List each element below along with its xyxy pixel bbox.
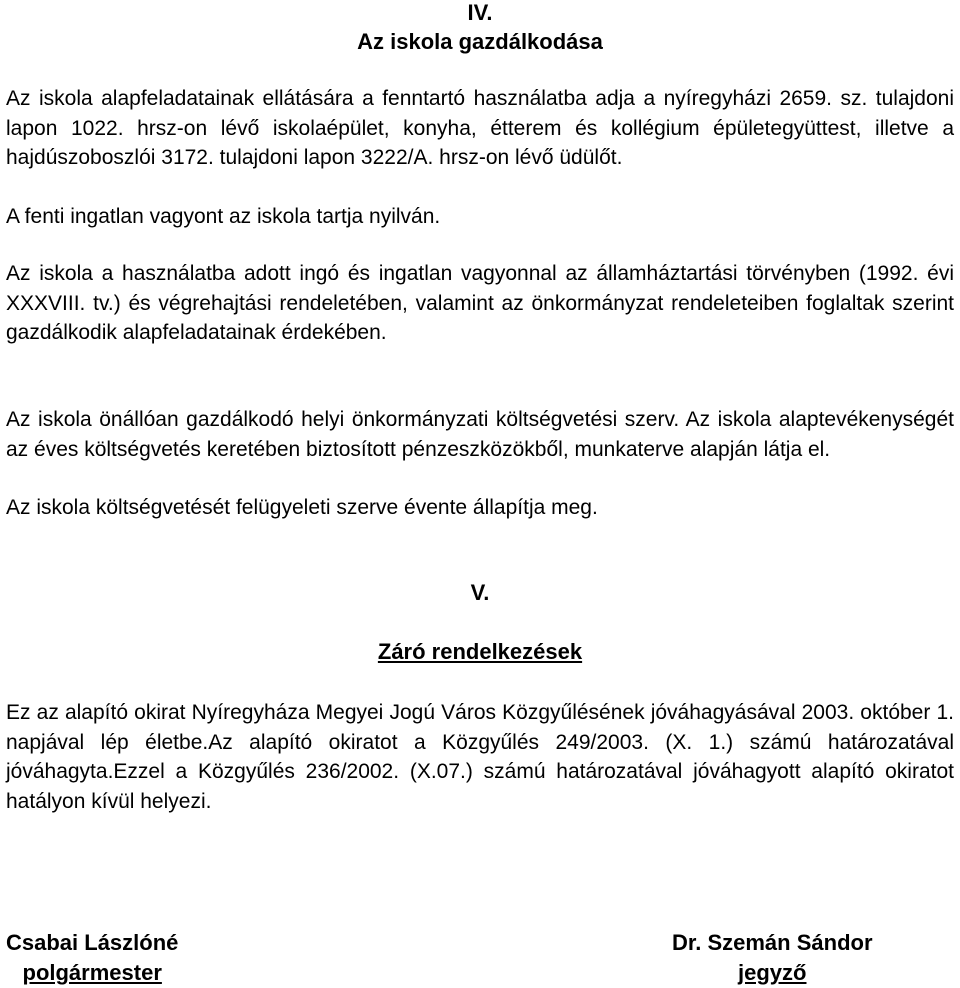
signatory-name-right: Dr. Szemán Sándor (672, 930, 873, 955)
paragraph-property-register: A fenti ingatlan vagyont az iskola tartja nyilván. (6, 205, 441, 228)
section-title-zaro-text: Záró rendelkezések (377, 639, 583, 664)
paragraph-budget-organ: Az iskola önállóan gazdálkodó helyi önkormányzati költségvetési szerv. Az iskola alaptevékenységét az éves költségvetés keretében biztosított pénzeszközökből, munkaterve alapján látja el. (6, 408, 954, 461)
section-number-v: V. (470, 580, 490, 605)
section-title-zaro (0, 639, 960, 665)
signatory-role-left: polgármester (22, 960, 162, 985)
paragraph-management-law: Az iskola a használatba adott ingó és ingatlan vagyonnal az államháztartási törvényben (1992. évi XXXVIII. tv.) és végrehajtási rendeletében, valamint az önkormányzat rendeleteiben foglaltak szerint gazdálkodik alapfeladatainak érdekében. (6, 262, 954, 344)
signature-block-left (6, 928, 178, 988)
paragraph-property-use: Az iskola alapfeladatainak ellátására a fenntartó használatba adja a nyíregyházi 2659. sz. tulajdoni lapon 1022. hrsz-on lévő iskolaépület, konyha, étterem és kollégium épületegyüttest, illetve a hajdúszoboszlói 3172. tulajdoni lapon 3222/A. hrsz-on lévő üdülőt. (6, 87, 954, 169)
signatory-role-right: jegyző (738, 960, 807, 985)
paragraph-closing-provisions: Ez az alapító okirat Nyíregyháza Megyei Jogú Város Közgyűlésének jóváhagyásával 2003. október 1. napjával lép életbe.Az alapító okiratot a Közgyűlés 249/2003. (X. 1.) számú határozatával jóváhagyta.Ezzel a Közgyűlés 236/2002. (X.07.) számú határozatával jóváhagyott alapító okiratot hatályon kívül helyezi. (6, 701, 954, 813)
signature-block-right (672, 928, 873, 988)
signatory-name-left: Csabai Lászlóné (6, 930, 179, 955)
section-title-gazdalkodas: Az iskola gazdálkodása (357, 29, 603, 54)
section-number-iv: IV. (467, 0, 493, 25)
paragraph-budget-approval: Az iskola költségvetését felügyeleti szerve évente állapítja meg. (6, 496, 598, 519)
